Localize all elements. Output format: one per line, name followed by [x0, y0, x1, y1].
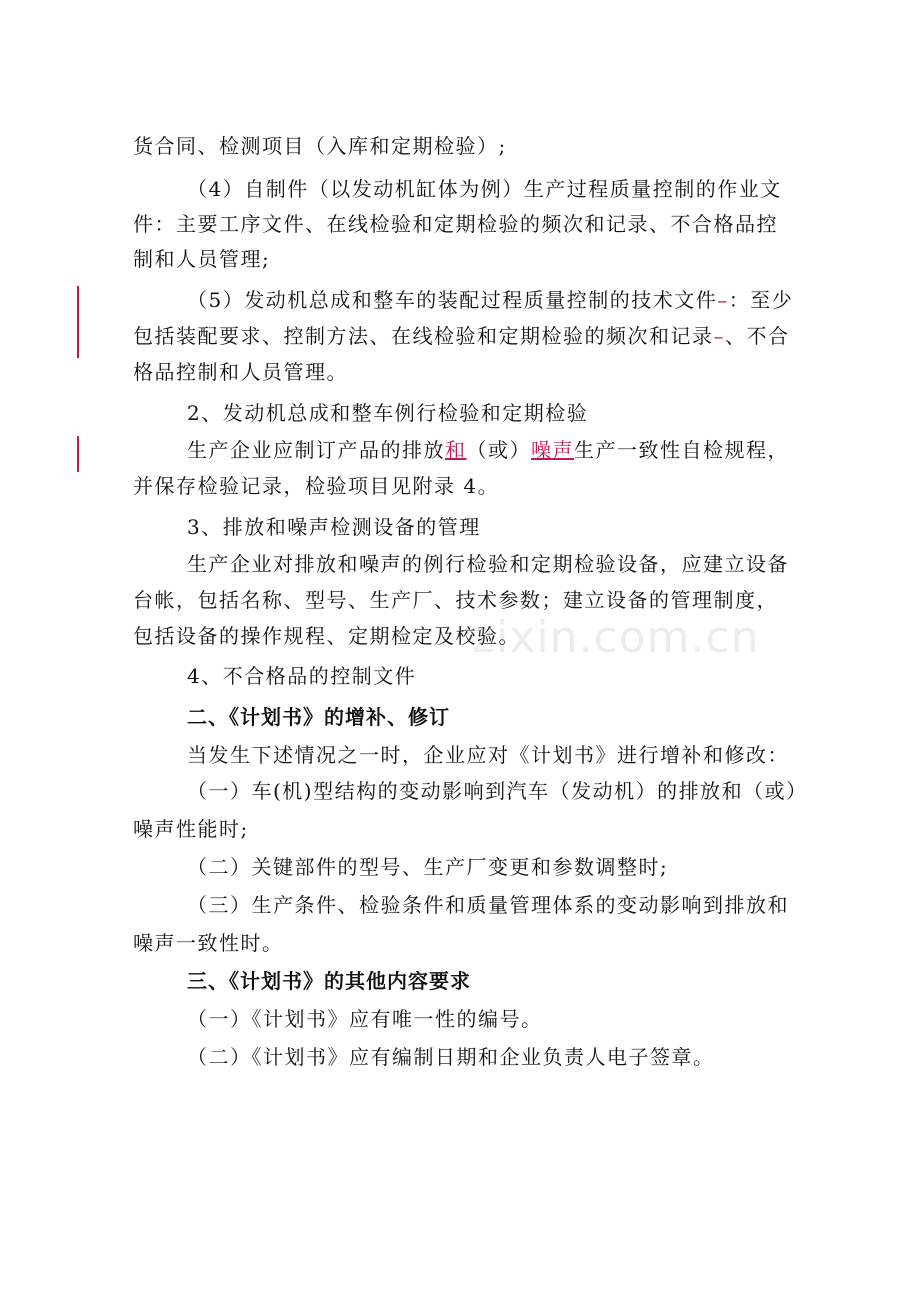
revision-mark: – — [713, 324, 725, 348]
text-line: （二）《计划书》应有编制日期和企业负责人电子签章。 — [187, 1045, 715, 1069]
text-line: 台帐，包括名称、型号、生产厂、技术参数；建立设备的管理制度， — [133, 588, 778, 612]
text-line: （二）关键部件的型号、生产厂变更和参数调整时; — [187, 855, 669, 879]
text-line: （三）生产条件、检验条件和质量管理体系的变动影响到排放和 — [187, 893, 789, 917]
text-line: （4）自制件（以发动机缸体为例）生产过程质量控制的作业文 — [187, 177, 782, 201]
text-line: 件：主要工序文件、在线检验和定期检验的频次和记录、不合格品控 — [133, 212, 778, 236]
revision-insert: 噪声 — [531, 438, 574, 462]
text-line: 并保存检验记录，检验项目见附录 4。 — [133, 474, 500, 498]
text-line: 货合同、检测项目（入库和定期检验）; — [133, 134, 507, 158]
text-line: （5）发动机总成和整车的装配过程质量控制的技术文件–：至少 — [187, 288, 794, 312]
text-line: 当发生下述情况之一时，企业应对《计划书》进行增补和修改： — [187, 743, 789, 767]
text-line: （一）车(机)型结构的变动影响到汽车（发动机）的排放和（或） — [187, 779, 808, 803]
text-line: （一）《计划书》应有唯一性的编号。 — [187, 1007, 543, 1031]
text-line: 生产企业应制订产品的排放和（或）噪声生产一致性自检规程， — [187, 438, 789, 462]
chapter-heading: 二、《计划书》的增补、修订 — [187, 705, 450, 729]
revision-change-bar — [77, 286, 79, 358]
chapter-heading: 三、《计划书》的其他内容要求 — [187, 969, 471, 993]
section-heading: 4、不合格品的控制文件 — [187, 664, 417, 688]
section-heading: 3、排放和噪声检测设备的管理 — [187, 515, 481, 539]
text-line: 包括装配要求、控制方法、在线检验和定期检验的频次和记录–、不合 — [133, 324, 790, 348]
text-line: 噪声性能时; — [133, 817, 249, 841]
text-line: 格品控制和人员管理。 — [133, 360, 348, 384]
text-line: 噪声一致性时。 — [133, 931, 284, 955]
text-line: 制和人员管理; — [133, 247, 271, 271]
text-line: 包括设备的操作规程、定期检定及校验。 — [133, 624, 520, 648]
watermark: zixin.com.cn — [472, 612, 760, 663]
revision-change-bar — [77, 436, 79, 472]
section-heading: 2、发动机总成和整车例行检验和定期检验 — [187, 401, 589, 425]
revision-mark: – — [717, 288, 729, 312]
text-line: 生产企业对排放和噪声的例行检验和定期检验设备，应建立设备 — [187, 552, 789, 576]
revision-insert: 和 — [445, 438, 467, 462]
